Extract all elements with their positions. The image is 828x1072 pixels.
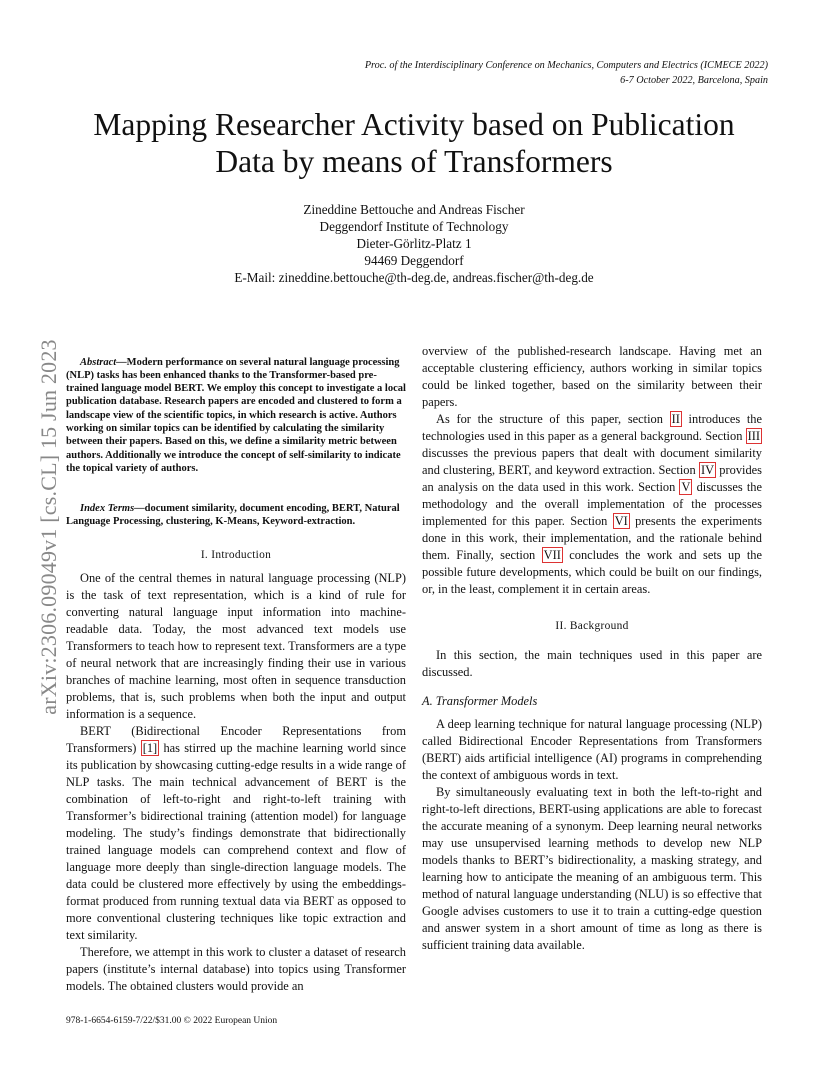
transformer-paragraph-1: A deep learning technique for natural language processing (NLP) called Bidirectional Encoder Representations from Transformers (BERT) aids artificial intelligence (AI) programs in comprehending the context of ambiguous words in text. [422, 717, 762, 782]
left-column [66, 547, 406, 995]
author-names: Zineddine Bettouche and Andreas Fischer [303, 202, 525, 217]
section-link-iv[interactable]: IV [700, 463, 715, 477]
section-heading-background: II. Background [555, 620, 629, 632]
abstract [66, 345, 406, 486]
index-terms-label: Index Terms [80, 502, 135, 514]
section-heading-introduction: I. Introduction [200, 549, 272, 561]
right-column [422, 343, 762, 954]
abstract-label: Abstract [80, 356, 117, 368]
author-affiliation: Deggendorf Institute of Technology [319, 219, 509, 234]
subsection-heading-transformer: A. Transformer Models [422, 694, 538, 708]
right-paragraph-1: overview of the published-research landscape. Having met an acceptable clustering efficiency, authors working in similar topics could be linked together, based on the similarity between their papers. [422, 344, 762, 409]
paper-title [40, 106, 788, 180]
section-link-vii[interactable]: VII [543, 548, 561, 562]
intro-paragraph-1: One of the central themes in natural language processing (NLP) is the task of text representation, which is a kind of rule for converting natural language input information into machine-readable data. Today, the most advanced text models use Transformers to teach how to represent text. Transformers are a type of neural network that are increasingly finding their use in various branches of machine learning, most often in sequence transduction problems, that is, such problems when both the input and output information is a sequence. [66, 571, 406, 721]
conference-line-2: 6-7 October 2022, Barcelona, Spain [620, 75, 768, 86]
background-paragraph: In this section, the main techniques used in this paper are discussed. [422, 648, 762, 679]
conference-line-1: Proc. of the Interdisciplinary Conference on Mechanics, Computers and Electrics (ICMECE 2022) [364, 60, 768, 71]
citation-link-1[interactable]: [1] [142, 741, 158, 755]
conference-header [365, 58, 768, 88]
author-street: Dieter-Görlitz-Platz 1 [356, 236, 472, 251]
copyright-footer: 978-1-6654-6159-7/22/$31.00 © 2022 European Union [66, 1016, 278, 1026]
transformer-paragraph-2: By simultaneously evaluating text in both the left-to-right and right-to-left directions, BERT-using applications are able to forecast the accurate meaning of a synonym. Deep learning neural networks may use unsupervised learning methods to develop new NLP models thanks to BERT’s bidirectionality, a masking strategy, and learning how to anticipate the meaning of an ambiguous term. This method of natural language understanding (NLU) is so effective that Google advises customers to use it to train a cutting-edge question and answer system in a short amount of time as long as there is sufficient training data available. [422, 785, 762, 952]
section-link-ii[interactable]: II [671, 412, 680, 426]
abstract-text: —Modern performance on several natural language processing (NLP) tasks has been enhanced thanks to the Transformer-based pre-trained language model BERT. We employ this concept to investigate a local publication database. Research papers are encoded and clustered to form a landscape view of the scientific topics, in which research is active. Authors working on similar topics can be identified by calculating the similarity between their papers. Based on this, we define a similarity metric between authors. Additionally we introduce the concept of self-similarity to indicate the topical variety of authors. [66, 356, 406, 474]
section-link-vi[interactable]: VI [614, 514, 628, 528]
index-terms [66, 491, 406, 539]
title-line-2: Data by means of Transformers [215, 144, 613, 179]
index-terms-text: —document similarity, document encoding, BERT, Natural Language Processing, clustering, K-Means, Keyword-extraction. [66, 502, 400, 527]
structure-paragraph: As for the structure of this paper, section II introduces the technologies used in this paper as a general background. Section III discusses the previous papers that dealt with document similarity and clustering, BERT, and keyword extraction. Section IV provides an analysis on the data used in this work. Section V discusses the methodology and the overall implementation of the processes implemented for this paper. Section VI presents the experiments done in this work, their implementation, and the rationale behind them. Finally, section VII concludes the work and sets up the possible future developments, which could be built on our findings, or, in the least, complement it in certain areas. [422, 412, 762, 596]
section-link-iii[interactable]: III [747, 429, 760, 443]
arxiv-stamp: arXiv:2306.09049v1 [cs.CL] 15 Jun 2023 [36, 339, 61, 715]
intro-paragraph-3: Therefore, we attempt in this work to cluster a dataset of research papers (institute’s internal database) into topics using Transformer models. The obtained clusters would provide an [66, 945, 406, 993]
author-email: E-Mail: zineddine.bettouche@th-deg.de, andreas.fischer@th-deg.de [234, 270, 594, 285]
title-line-1: Mapping Researcher Activity based on Publication [93, 107, 735, 142]
author-block [0, 201, 828, 286]
section-link-v[interactable]: V [681, 480, 691, 494]
intro-paragraph-2: BERT (Bidirectional Encoder Representations from Transformers) [1] has stirred up the machine learning world since its publication by showcasing cutting-edge results in a wide range of NLP tasks. The main technical advancement of BERT is the combination of left-to-right and right-to-left training with Transformer’s bidirectional training (attention model) for language modeling. The study’s findings demonstrate that bidirectionally trained language models can comprehend context and flow of language more deeply than single-direction language models. The data could be clustered more effectively by using the embeddings-format produced from running textual data via BERT as opposed to more conventional clustering techniques like topic extraction and text similarity. [66, 724, 406, 942]
author-city: 94469 Deggendorf [364, 253, 464, 268]
